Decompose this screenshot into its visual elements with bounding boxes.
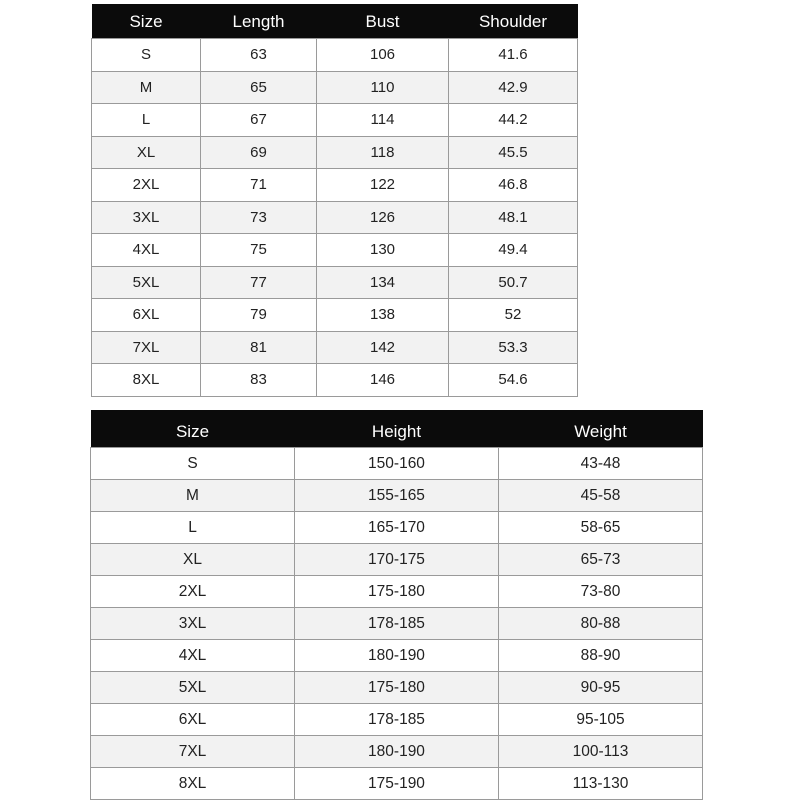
- table-cell: L: [91, 512, 295, 544]
- header-size: Size: [91, 410, 295, 448]
- table-cell: 155-165: [295, 480, 499, 512]
- table-cell: XL: [91, 544, 295, 576]
- table-cell: 7XL: [92, 331, 201, 364]
- table-cell: 44.2: [449, 104, 578, 137]
- table-cell: 53.3: [449, 331, 578, 364]
- table-cell: 65-73: [499, 544, 703, 576]
- table-row: [92, 136, 578, 169]
- table-cell: 114: [317, 104, 449, 137]
- table-row: [91, 640, 703, 672]
- table-cell: 79: [201, 299, 317, 332]
- header-height: Height: [295, 410, 499, 448]
- table-cell: 170-175: [295, 544, 499, 576]
- table-header-row: [92, 4, 578, 39]
- table-cell: 63: [201, 39, 317, 72]
- table-cell: 65: [201, 71, 317, 104]
- table-row: [92, 364, 578, 397]
- table-cell: S: [92, 39, 201, 72]
- table-cell: 5XL: [91, 672, 295, 704]
- header-weight: Weight: [499, 410, 703, 448]
- table-cell: 175-180: [295, 576, 499, 608]
- table-cell: 2XL: [92, 169, 201, 202]
- table-cell: 3XL: [92, 201, 201, 234]
- table-cell: 50.7: [449, 266, 578, 299]
- table-cell: 6XL: [91, 704, 295, 736]
- table-cell: XL: [92, 136, 201, 169]
- table-cell: 48.1: [449, 201, 578, 234]
- table-row: [91, 768, 703, 800]
- table-cell: 52: [449, 299, 578, 332]
- measurements-size-table: [91, 4, 578, 397]
- table-cell: 4XL: [92, 234, 201, 267]
- table-cell: 45-58: [499, 480, 703, 512]
- table-cell: 6XL: [92, 299, 201, 332]
- table-cell: 180-190: [295, 640, 499, 672]
- header-size: Size: [92, 4, 201, 39]
- table-row: [91, 480, 703, 512]
- table-cell: 73: [201, 201, 317, 234]
- table-cell: 49.4: [449, 234, 578, 267]
- table-cell: 67: [201, 104, 317, 137]
- table-cell: 77: [201, 266, 317, 299]
- table-cell: S: [91, 448, 295, 480]
- table-row: [91, 704, 703, 736]
- table-cell: 110: [317, 71, 449, 104]
- table-cell: 58-65: [499, 512, 703, 544]
- table-cell: 100-113: [499, 736, 703, 768]
- table-header-row: [91, 410, 703, 448]
- table-cell: 83: [201, 364, 317, 397]
- table-cell: 4XL: [91, 640, 295, 672]
- fit-size-table: [90, 410, 703, 800]
- table-cell: 146: [317, 364, 449, 397]
- table-row: [91, 544, 703, 576]
- table-cell: 175-190: [295, 768, 499, 800]
- table-cell: 42.9: [449, 71, 578, 104]
- table-cell: 165-170: [295, 512, 499, 544]
- header-shoulder: Shoulder: [449, 4, 578, 39]
- table-cell: 142: [317, 331, 449, 364]
- table-cell: 138: [317, 299, 449, 332]
- table-cell: 88-90: [499, 640, 703, 672]
- table-row: [92, 266, 578, 299]
- table-cell: 90-95: [499, 672, 703, 704]
- table-cell: 175-180: [295, 672, 499, 704]
- table-cell: 8XL: [91, 768, 295, 800]
- table-row: [92, 331, 578, 364]
- table-cell: 81: [201, 331, 317, 364]
- table-row: [92, 299, 578, 332]
- table-cell: 71: [201, 169, 317, 202]
- table-cell: 95-105: [499, 704, 703, 736]
- table-cell: 75: [201, 234, 317, 267]
- table-cell: 2XL: [91, 576, 295, 608]
- table-cell: 8XL: [92, 364, 201, 397]
- table-cell: 178-185: [295, 704, 499, 736]
- table-row: [91, 576, 703, 608]
- table-cell: 80-88: [499, 608, 703, 640]
- header-length: Length: [201, 4, 317, 39]
- table-row: [92, 71, 578, 104]
- table-row: [92, 169, 578, 202]
- table-cell: 178-185: [295, 608, 499, 640]
- table-cell: 3XL: [91, 608, 295, 640]
- table-cell: 41.6: [449, 39, 578, 72]
- table-cell: 134: [317, 266, 449, 299]
- header-bust: Bust: [317, 4, 449, 39]
- table-row: [92, 104, 578, 137]
- table-row: [91, 608, 703, 640]
- table-row: [92, 201, 578, 234]
- table-cell: 69: [201, 136, 317, 169]
- table-cell: 5XL: [92, 266, 201, 299]
- table-cell: 126: [317, 201, 449, 234]
- table-cell: 43-48: [499, 448, 703, 480]
- table-cell: 180-190: [295, 736, 499, 768]
- table-cell: 113-130: [499, 768, 703, 800]
- table-cell: 54.6: [449, 364, 578, 397]
- table-cell: 130: [317, 234, 449, 267]
- table-row: [92, 39, 578, 72]
- table-cell: L: [92, 104, 201, 137]
- table-cell: 150-160: [295, 448, 499, 480]
- table-row: [91, 672, 703, 704]
- table-cell: 46.8: [449, 169, 578, 202]
- table-cell: 122: [317, 169, 449, 202]
- table-cell: 118: [317, 136, 449, 169]
- table-cell: 73-80: [499, 576, 703, 608]
- table-row: [92, 234, 578, 267]
- table-row: [91, 512, 703, 544]
- table-cell: 106: [317, 39, 449, 72]
- table-row: [91, 736, 703, 768]
- table-cell: M: [92, 71, 201, 104]
- table-cell: 7XL: [91, 736, 295, 768]
- table-row: [91, 448, 703, 480]
- table-cell: M: [91, 480, 295, 512]
- table-cell: 45.5: [449, 136, 578, 169]
